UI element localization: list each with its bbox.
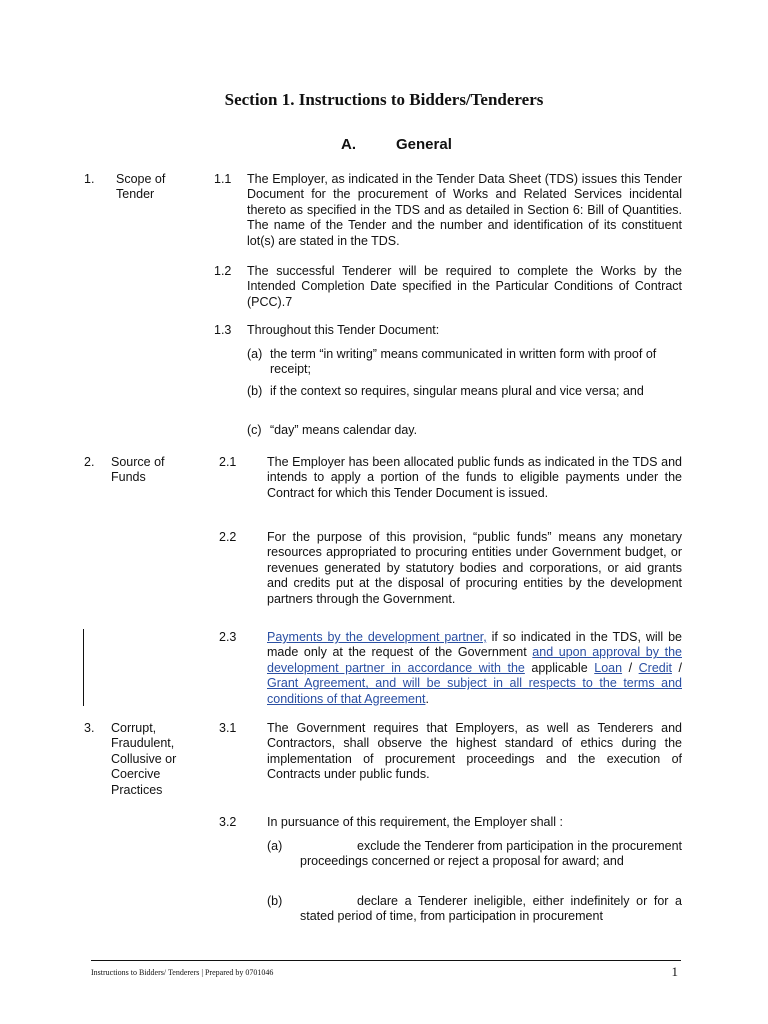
clause-1-3-b-text: if the context so requires, singular means plural and vice versa; and: [270, 384, 644, 398]
section-name: General: [396, 136, 452, 153]
clause-3-1-number: 3.1: [219, 721, 237, 735]
item-2-heading: Source of Funds: [111, 455, 165, 485]
clause-2-2-number: 2.2: [219, 530, 237, 544]
item-1-heading: Scope of Tender: [116, 172, 166, 202]
clause-1-2-text: The successful Tenderer will be required to complete the Works by the Intended Completion Date specified in the Particular Conditions of Contract (PCC).7: [247, 264, 682, 309]
clause-1-3-text: Throughout this Tender Document:: [247, 323, 440, 337]
clause-1-1-text: The Employer, as indicated in the Tender Data Sheet (TDS) issues this Tender Document for the procurement of Works and Related Services incidental thereto as specified in the TDS and as detailed in Section 6: Bill of Quantities. The name of the Tender and the number and identification of its constituent lot(s) are stated in the TDS.: [247, 172, 682, 248]
link-payments-by-development-partner[interactable]: Payments by the development partner,: [267, 630, 487, 644]
clause-1-3-c-text: “day” means calendar day.: [270, 423, 418, 437]
clause-2-3-text-part: applicable: [524, 660, 595, 675]
clause-1-1-number: 1.1: [214, 172, 232, 186]
page-number: 1: [671, 964, 678, 979]
item-1-number: 1.: [84, 172, 95, 186]
revision-bar: [83, 629, 84, 706]
clause-1-3-a-text: the term “in writing” means communicated in written form with proof of receipt;: [270, 347, 657, 377]
page-title: Section 1. Instructions to Bidders/Tenderers: [224, 90, 544, 109]
link-grant-agreement[interactable]: Grant Agreement, and will be subject in all respects to the terms and conditions of that Agreement: [267, 676, 682, 706]
item-3-number: 3.: [84, 721, 95, 735]
footer-text: Instructions to Bidders/ Tenderers | Prepared by 0701046: [91, 968, 274, 977]
clause-2-3-text-part: /: [671, 660, 682, 675]
clause-1-3-a-label: (a): [247, 347, 263, 361]
link-approval-by-development-partner[interactable]: and upon approval by the development partner in accordance with the: [267, 645, 682, 675]
clause-1-3-c-label: (c): [247, 423, 262, 437]
clause-2-2-text: For the purpose of this provision, “public funds” means any monetary resources appropriated to procuring entities under Government budget, or revenues generated by statutory bodies and corporations, or aid grants and credits put at the disposal of procuring entities by the development partners through the Government.: [267, 530, 682, 606]
clause-2-1-number: 2.1: [219, 455, 237, 469]
clause-3-2-text: In pursuance of this requirement, the Employer shall :: [267, 815, 563, 829]
clause-2-3-text: [267, 630, 682, 707]
section-letter: A.: [341, 136, 356, 153]
link-loan[interactable]: Loan: [594, 660, 623, 675]
item-2-number: 2.: [84, 455, 95, 469]
clause-3-2-number: 3.2: [219, 815, 237, 829]
clause-3-1-text: The Government requires that Employers, as well as Tenderers and Contractors, shall observe the highest standard of ethics during the implementation of procurement proceedings and the execution of Contracts under public funds.: [267, 721, 682, 782]
clause-1-3-b-label: (b): [247, 384, 263, 398]
link-credit[interactable]: Credit: [638, 660, 672, 675]
clause-3-2-b-text: declare a Tenderer ineligible, either indefinitely or for a stated period of time, from participation in procurement: [300, 894, 682, 924]
item-3-heading: Corrupt, Fraudulent, Collusive or Coercive Practices: [111, 721, 177, 797]
clause-2-3-text-part: /: [622, 660, 639, 675]
footer-rule: [91, 960, 681, 961]
clause-2-3-text-part: if so indicated in the TDS, will be made only at the request of the Government: [267, 630, 683, 660]
clause-2-3-text-part: .: [425, 691, 429, 706]
clause-3-2-b-label: (b): [267, 894, 283, 908]
clause-3-2-a-text: exclude the Tenderer from participation in the procurement proceedings concerned or reject a proposal for award; and: [300, 839, 682, 869]
clause-1-2-number: 1.2: [214, 264, 232, 278]
clause-3-2-a-label: (a): [267, 839, 283, 853]
clause-2-1-text: The Employer has been allocated public funds as indicated in the TDS and intends to apply a portion of the funds to eligible payments under the Contract for which this Tender Document is issued.: [267, 455, 682, 500]
clause-2-3-number: 2.3: [219, 630, 237, 644]
section-heading-general: [341, 136, 452, 153]
clause-1-3-number: 1.3: [214, 323, 232, 337]
